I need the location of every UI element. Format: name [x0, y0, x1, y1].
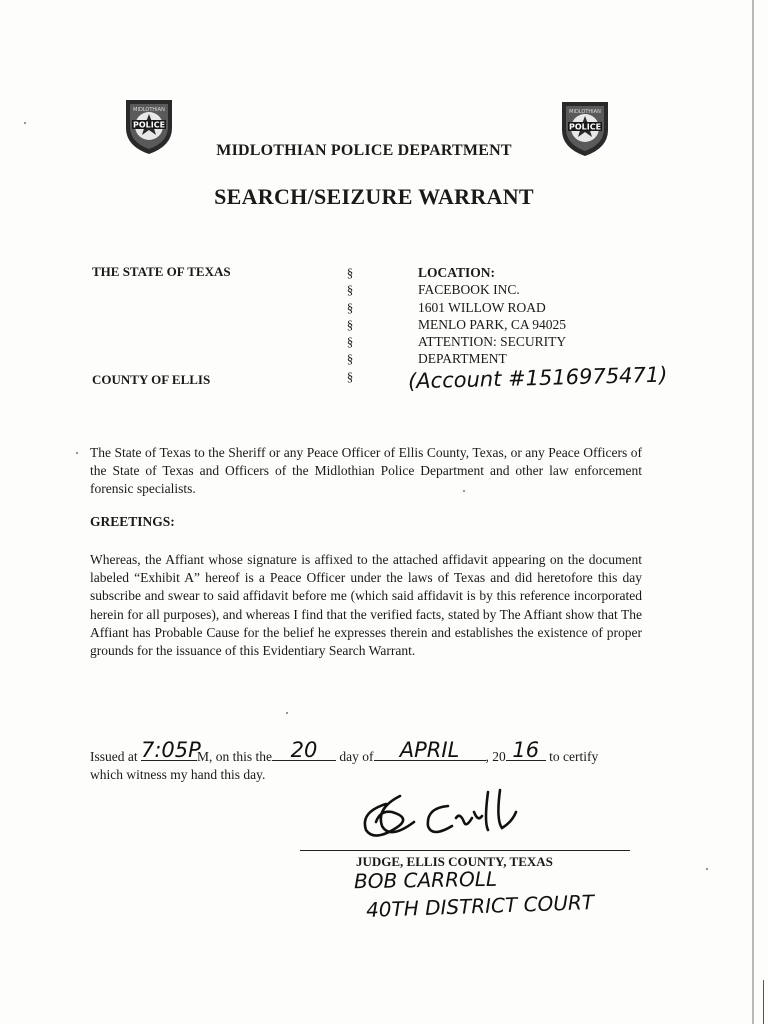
- section-mark: §: [346, 282, 354, 298]
- section-mark: §: [346, 316, 354, 332]
- judge-title: JUDGE, ELLIS COUNTY, TEXAS: [356, 854, 553, 869]
- day-handwritten: 20: [290, 738, 318, 762]
- year-prefix: , 20: [485, 749, 506, 764]
- year-blank: [506, 738, 546, 762]
- location-line: DEPARTMENT: [418, 351, 507, 367]
- to-certify-label: to certify: [549, 749, 599, 764]
- county-caption: COUNTY OF ELLIS: [92, 372, 211, 387]
- location-block: [418, 264, 566, 368]
- location-line: ATTENTION: SECURITY: [418, 334, 567, 350]
- issued-at-label: Issued at: [90, 749, 138, 764]
- judge-signature: [356, 782, 536, 846]
- svg-text:POLICE: POLICE: [132, 120, 166, 130]
- scan-edge: [752, 0, 754, 1024]
- scan-edge-mark: [763, 980, 764, 1024]
- location-line: 1601 WILLOW ROAD: [418, 299, 546, 315]
- on-this-the-label: M, on this the: [197, 749, 273, 764]
- section-mark: §: [346, 368, 354, 384]
- court-handwritten: 40TH DISTRICT COURT: [365, 890, 595, 922]
- judge-name-handwritten: BOB CARROLL: [353, 866, 498, 894]
- time-blank: [141, 738, 201, 762]
- month-handwritten: APRIL: [399, 738, 460, 762]
- section-mark: §: [346, 334, 354, 350]
- location-label: LOCATION:: [418, 265, 496, 280]
- month-blank: [374, 738, 486, 762]
- day-blank: [272, 738, 336, 762]
- section-mark: §: [346, 265, 354, 280]
- greetings-heading: GREETINGS:: [90, 514, 175, 529]
- scan-speck: [286, 712, 288, 714]
- document-title: SEARCH/SEIZURE WARRANT: [214, 184, 534, 209]
- department-name: MIDLOTHIAN POLICE DEPARTMENT: [216, 142, 512, 159]
- state-caption: THE STATE OF TEXAS: [92, 264, 231, 279]
- svg-text:MIDLOTHIAN: MIDLOTHIAN: [569, 109, 601, 115]
- year-handwritten: 16: [512, 738, 540, 762]
- time-handwritten: 7:05P: [141, 738, 201, 762]
- section-marks: [340, 264, 360, 385]
- svg-text:POLICE: POLICE: [568, 122, 602, 132]
- account-number-handwritten: (Account #1516975471): [407, 362, 668, 394]
- location-line: MENLO PARK, CA 94025: [418, 316, 567, 332]
- whereas-paragraph: Whereas, the Affiant whose signature is affixed to the attached affidavit appearing on the document labeled “Exhibit A” hereof is a Peace Officer under the laws of Texas and did heretofore this day subscribe and swear to said affidavit before me (which said affidavit is by this reference incorporated herein for all purposes), and whereas I find that the verified facts, stated by The Affiant show that The Affiant has Probable Cause for the belief he expresses therein and establishes the existence of proper grounds for the issuance of this Evidentiary Search Warrant.: [90, 552, 642, 659]
- svg-text:MIDLOTHIAN: MIDLOTHIAN: [133, 107, 165, 113]
- scan-speck: [24, 122, 26, 124]
- intro-paragraph: The State of Texas to the Sheriff or any Peace Officer of Ellis County, Texas, or any Peace Officers of the State of Texas and Officers of the Midlothian Police Department and other law enforcement forensic specialists.: [90, 445, 642, 497]
- scan-speck: [76, 452, 78, 454]
- section-mark: §: [346, 299, 354, 315]
- signature-line: [300, 850, 630, 851]
- witness-line: which witness my hand this day.: [90, 767, 266, 782]
- scan-speck: [706, 868, 708, 870]
- location-line: FACEBOOK INC.: [418, 282, 520, 298]
- scan-speck: [463, 490, 465, 492]
- issuance-statement: [90, 738, 650, 784]
- day-of-label: day of: [339, 749, 374, 764]
- section-mark: §: [346, 351, 354, 367]
